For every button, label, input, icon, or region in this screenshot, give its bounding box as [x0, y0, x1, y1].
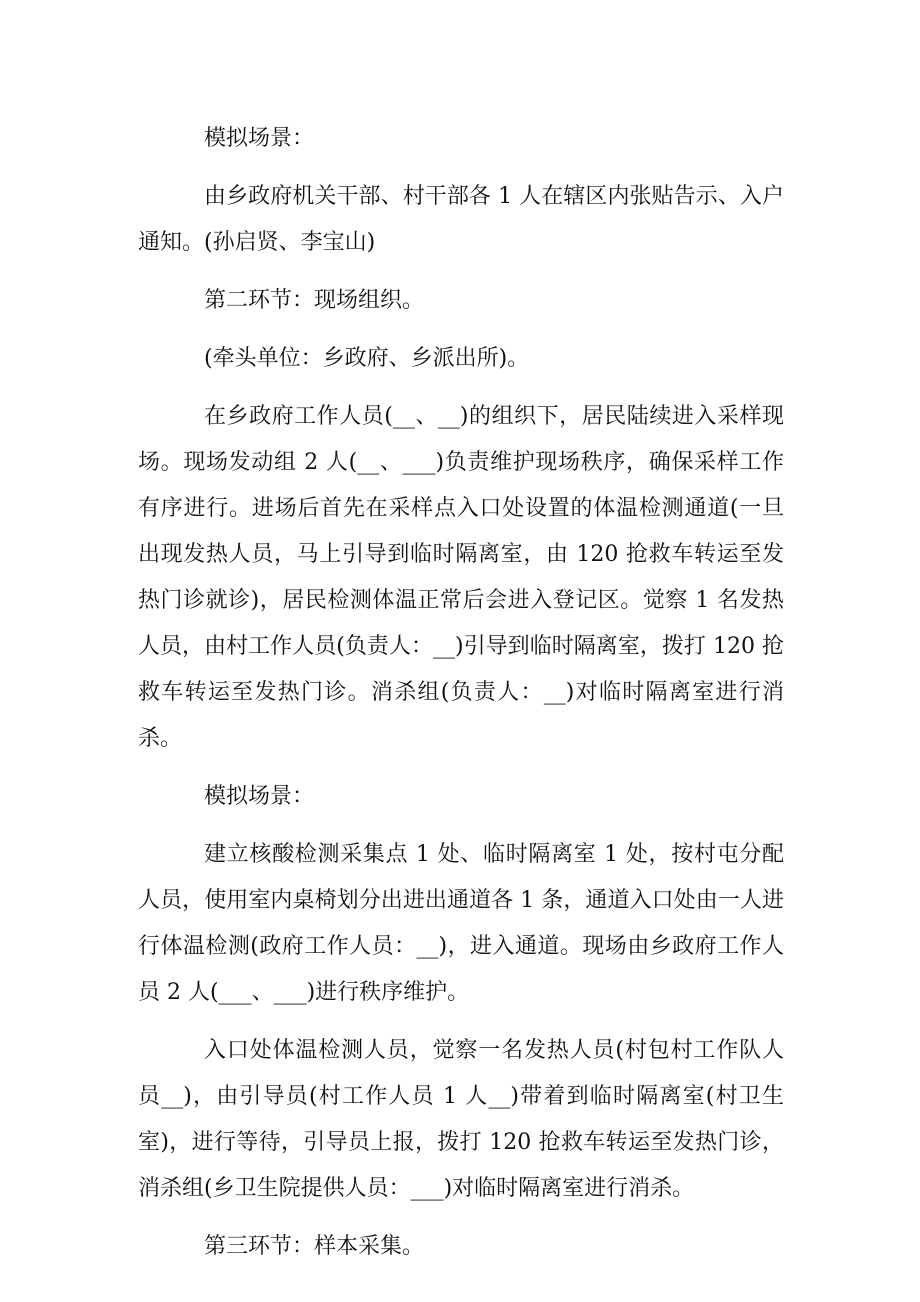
paragraph-site-organization: 在乡政府工作人员(__、__)的组织下，居民陆续进入采样现场。现场发动组 2 人(__、___)负责维护现场秩序，确保采样工作有序进行。进场后首先在采样点入口处设置的体温检测通道(一旦出现发热人员，马上引导到临时隔离室，由 120 抢救车转运至发热门诊就诊)，居民检测体温正常后会进入登记区。觉察 1 名发热人员，由村工作人员(负责人：__)引导到临时隔离室，拨打 120 抢救车转运至发热门诊。消杀组(负责人：__)对临时隔离室进行消杀。 [138, 404, 784, 751]
paragraph-notice: 由乡政府机关干部、村干部各 1 人在辖区内张贴告示、入户通知。(孙启贤、李宝山) [138, 184, 784, 255]
paragraph-stage-two-heading: 第二环节：现场组织。 [204, 288, 425, 313]
paragraph-lead-units: (牵头单位：乡政府、乡派出所)。 [204, 346, 530, 371]
paragraph-scene-heading-1: 模拟场景： [204, 126, 315, 151]
document-body [138, 116, 784, 1282]
paragraph-scene-heading-2: 模拟场景： [204, 784, 315, 809]
paragraph-fever-handling: 入口处体温检测人员，觉察一名发热人员(村包村工作队人员__)，由引导员(村工作人员 1 人__)带着到临时隔离室(村卫生室)，进行等待，引导员上报，拨打 120 抢救车转运至发热门诊，消杀组(乡卫生院提供人员：___)对临时隔离室进行消杀。 [138, 1038, 784, 1201]
paragraph-site-setup: 建立核酸检测采集点 1 处、临时隔离室 1 处，按村屯分配人员，使用室内桌椅划分出进出通道各 1 条，通道入口处由一人进行体温检测(政府工作人员：__)，进入通道。现场由乡政府工作人员 2 人(___、___)进行秩序维护。 [138, 842, 784, 1005]
paragraph-stage-three-heading: 第三环节：样本采集。 [204, 1234, 425, 1259]
